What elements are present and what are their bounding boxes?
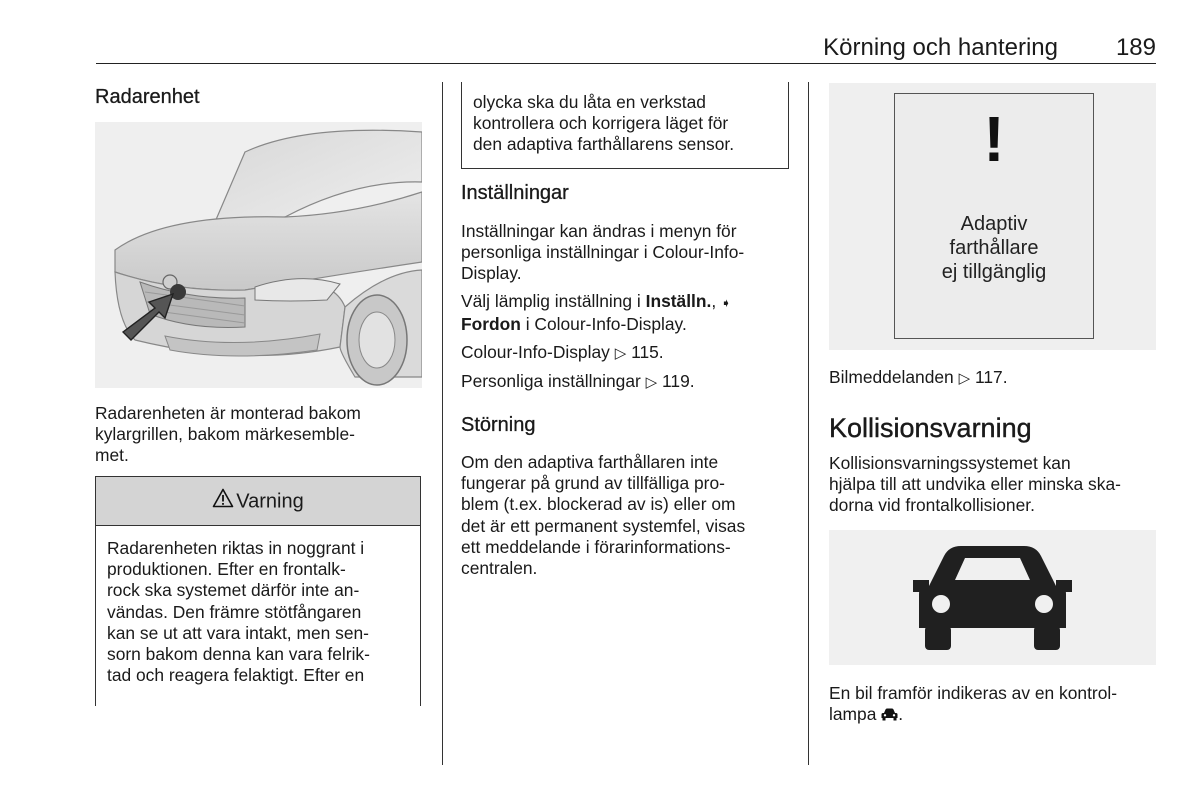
warning-triangle-icon — [212, 478, 234, 526]
car-ahead-icon — [829, 530, 1156, 665]
warning-title: Varning — [236, 490, 304, 513]
fault-text — [461, 452, 801, 579]
text-line: Inställningar kan ändras i menyn för — [461, 221, 737, 241]
text-line: blem (t.ex. blockerad av is) eller om — [461, 494, 736, 515]
warning-box-continued — [461, 82, 789, 169]
warning-border-left — [95, 524, 96, 706]
radar-unit-illustration — [95, 122, 422, 388]
text-line: hjälpa till att undvika eller minska ska- — [829, 474, 1121, 495]
warning-continued-text — [473, 92, 779, 156]
menu-name-vehicle: Fordon — [461, 313, 521, 334]
text-line: sorn bakom denna kan vara felrik- — [107, 644, 370, 665]
text-line: Om den adaptiva farthållaren inte — [461, 452, 719, 472]
car-ahead-illustration — [829, 530, 1156, 665]
text-run: Välj lämplig inställning i — [461, 290, 646, 311]
reference-page: 115. — [631, 342, 664, 363]
text-line: Kollisionsvarningssystemet kan — [829, 453, 1071, 473]
warning-box — [95, 476, 421, 706]
settings-path-line-2 — [461, 314, 801, 335]
reference-vehicle-messages — [829, 367, 1008, 389]
page-reference-icon: ▷ — [645, 374, 658, 392]
text-run: Personliga inställningar — [461, 371, 641, 392]
reference-page: 117. — [974, 367, 1008, 387]
page-reference-icon: ▷ — [958, 370, 971, 387]
collision-heading: Kollisionsvarning — [829, 413, 1032, 443]
text-line: produktionen. Efter en frontalk- — [107, 559, 346, 580]
page-number: 189 — [1115, 34, 1156, 61]
warning-text — [107, 538, 413, 686]
settings-path-line — [461, 291, 801, 314]
text-line: dorna vid frontalkollisioner. — [829, 495, 1035, 516]
menu-name-settings: Inställn. — [645, 290, 712, 311]
column-divider-2 — [808, 82, 809, 765]
page-reference-icon: ▷ — [614, 345, 627, 363]
text-line: Adaptiv — [960, 213, 1028, 235]
text-line: Radarenheten är monterad bakom — [95, 403, 361, 423]
arrow-right-icon: ➧ — [721, 295, 732, 310]
text-run: lampa — [829, 704, 877, 725]
fault-heading: Störning — [461, 414, 536, 436]
collision-text — [829, 453, 1169, 517]
exclamation-icon: ! — [983, 103, 1005, 175]
indicator-text — [829, 683, 1169, 726]
warning-header — [95, 476, 421, 526]
reference-personal-settings — [461, 371, 801, 393]
settings-heading: Inställningar — [461, 182, 569, 204]
radar-description — [95, 403, 425, 467]
text-line: rock ska systemet därför inte an- — [107, 580, 360, 601]
text-line: tad och reagera felaktigt. Efter en — [107, 665, 365, 686]
driver-info-display — [894, 93, 1094, 339]
car-ahead-icon — [881, 705, 898, 726]
text-run: i Colour-Info-Display. — [520, 313, 687, 334]
settings-text — [461, 221, 801, 393]
text-line: olycka ska du låta en verkstad — [473, 92, 706, 112]
text-line: fungerar på grund av tillfälliga pro- — [461, 473, 725, 494]
text-line: kan se ut att vara intakt, men sen- — [107, 622, 369, 643]
radar-heading: Radarenhet — [95, 86, 200, 108]
header-rule — [96, 63, 1156, 64]
text-run: Colour-Info-Display — [461, 342, 610, 363]
text-line: farthållare — [949, 237, 1039, 259]
text-line: met. — [95, 445, 129, 466]
text-line: En bil framför indikeras av en kontrol- — [829, 683, 1118, 703]
warning-border-right — [420, 524, 421, 706]
reference-colour-info — [461, 342, 801, 364]
text-line: personliga inställningar i Colour-Info- — [461, 242, 745, 263]
text-run: Bilmeddelanden — [829, 367, 954, 387]
text-line: kontrollera och korrigera läget för — [473, 113, 729, 134]
text-line: vändas. Den främre stötfångaren — [107, 601, 362, 622]
text-line: ej tillgänglig — [941, 261, 1047, 283]
text-line: centralen. — [461, 558, 538, 579]
text-line: Display. — [461, 263, 522, 284]
text-run: , — [711, 290, 722, 311]
text-line: ett meddelande i förarinformations- — [461, 536, 731, 557]
display-message — [895, 212, 1093, 284]
text-line: den adaptiva farthållarens sensor. — [473, 134, 735, 155]
reference-page: 119. — [662, 371, 695, 392]
text-line: kylargrillen, bakom märkesemble- — [95, 424, 355, 445]
column-divider-1 — [442, 82, 443, 765]
text-line: det är ett permanent systemfel, visas — [461, 515, 746, 536]
indicator-line-2: lampa . — [829, 704, 1169, 726]
section-title: Körning och hantering — [823, 34, 1058, 61]
text-line: Radarenheten riktas in noggrant i — [107, 538, 365, 558]
